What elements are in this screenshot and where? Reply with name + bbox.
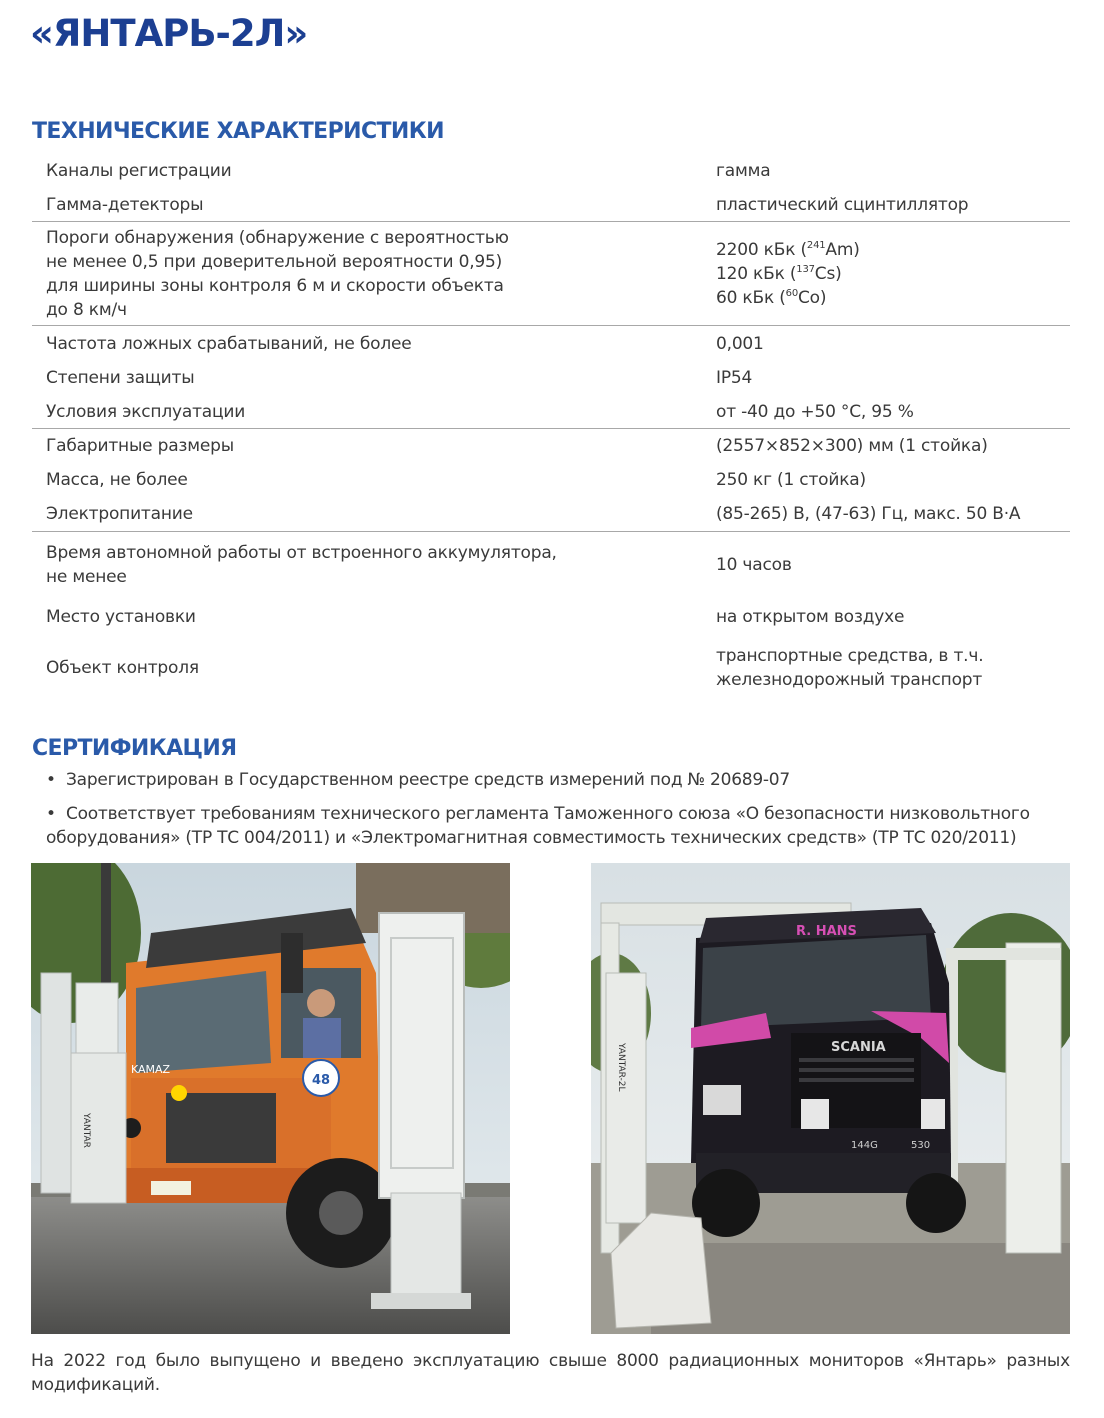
spec-value: от -40 до +50 °С, 95 % bbox=[716, 401, 914, 422]
spec-value-line: железнодорожный транспорт bbox=[716, 670, 983, 690]
spec-label-line: до 8 км/ч bbox=[46, 299, 127, 320]
certification-list bbox=[46, 768, 1076, 850]
spec-value: на открытом воздухе bbox=[716, 607, 905, 627]
spec-row-false-alarms bbox=[32, 326, 1070, 361]
spec-row-battery bbox=[32, 532, 1070, 597]
spec-label-line: Время автономной работы от встроенного аккумулятора, bbox=[46, 542, 557, 563]
post-label: YANTAR bbox=[81, 1113, 91, 1148]
badge-number: 48 bbox=[312, 1073, 331, 1088]
spec-row-detectors bbox=[32, 188, 1070, 222]
isotope-mass: 60 bbox=[785, 287, 798, 299]
spec-row-conditions bbox=[32, 395, 1070, 429]
spec-value: IP54 bbox=[716, 368, 753, 388]
certification-text: Соответствует требованиям технического регламента Таможенного союза «О безопасности низковольтного оборудования» (ТР ТС 004/2011) и «Электромагнитная совместимость технических средств» (ТР ТС 020/2011) bbox=[46, 804, 1030, 848]
spec-value bbox=[716, 238, 1070, 310]
orange-truck-illustration bbox=[31, 863, 510, 1334]
spec-label bbox=[32, 226, 716, 322]
scania-truck-illustration bbox=[591, 863, 1070, 1334]
spec-label: Частота ложных срабатываний, не более bbox=[46, 333, 412, 354]
spec-row-protection bbox=[32, 361, 1070, 395]
spec-value: 0,001 bbox=[716, 333, 764, 354]
spec-label: Каналы регистрации bbox=[46, 160, 232, 181]
spec-label-line: не менее 0,5 при доверительной вероятности 0,95) bbox=[46, 251, 503, 272]
threshold-co bbox=[716, 286, 1070, 310]
cab-plate: KAMAZ bbox=[131, 1063, 171, 1076]
spec-row-installation bbox=[32, 597, 1070, 637]
certification-text: Зарегистрирован в Государственном реестре средств измерений под № 20689-07 bbox=[66, 770, 790, 790]
model-label: 144G bbox=[851, 1140, 878, 1151]
photo-orange-truck bbox=[31, 863, 510, 1334]
certification-heading: СЕРТИФИКАЦИЯ bbox=[32, 736, 237, 761]
truck-number: 530 bbox=[911, 1140, 931, 1151]
spec-value: 250 кг (1 стойка) bbox=[716, 470, 866, 490]
certification-item bbox=[46, 768, 1076, 792]
spec-row-channels bbox=[32, 153, 1070, 188]
isotope-symbol: Cs) bbox=[814, 263, 842, 284]
spec-label: Степени защиты bbox=[46, 368, 195, 388]
visor-text: R. HANS bbox=[796, 924, 857, 939]
threshold-am bbox=[716, 238, 1070, 262]
threshold-amount: 120 кБк ( bbox=[716, 263, 797, 284]
spec-value: пластический сцинтиллятор bbox=[716, 194, 969, 215]
spec-label: Электропитание bbox=[46, 504, 193, 524]
spec-row-power bbox=[32, 497, 1070, 532]
spec-value: (85-265) В, (47-63) Гц, макс. 50 В·А bbox=[716, 504, 1021, 524]
isotope-symbol: Am) bbox=[825, 239, 860, 260]
threshold-amount: 60 кБк ( bbox=[716, 287, 786, 308]
spec-label: Условия эксплуатации bbox=[46, 401, 246, 422]
post-label: YANTAR-2L bbox=[616, 1043, 626, 1092]
isotope-symbol: Co) bbox=[798, 287, 827, 308]
spec-label: Масса, не более bbox=[46, 470, 188, 490]
spec-label-line: Пороги обнаружения (обнаружение с вероятностью bbox=[46, 227, 509, 248]
specs-heading: ТЕХНИЧЕСКИЕ ХАРАКТЕРИСТИКИ bbox=[32, 119, 444, 144]
spec-label: Место установки bbox=[46, 607, 196, 627]
spec-row-object bbox=[32, 637, 1070, 699]
spec-row-dimensions bbox=[32, 429, 1070, 463]
spec-value: (2557×852×300) мм (1 стойка) bbox=[716, 436, 988, 456]
spec-value: 10 часов bbox=[716, 554, 792, 575]
spec-label bbox=[32, 541, 716, 589]
spec-row-thresholds bbox=[32, 222, 1070, 326]
spec-label-line: не менее bbox=[46, 566, 127, 587]
spec-value: гамма bbox=[716, 160, 771, 181]
spec-value-line: транспортные средства, в т.ч. bbox=[716, 646, 984, 666]
bullet: • bbox=[46, 804, 56, 824]
spec-label: Габаритные размеры bbox=[46, 436, 234, 456]
spec-value bbox=[716, 644, 1070, 692]
specs-table bbox=[32, 153, 1070, 699]
threshold-cs bbox=[716, 262, 1070, 286]
page-title: «ЯНТАРЬ-2Л» bbox=[30, 12, 308, 55]
spec-label: Объект контроля bbox=[46, 658, 199, 678]
isotope-mass: 137 bbox=[796, 263, 815, 275]
brand-badge: SCANIA bbox=[831, 1040, 886, 1055]
h-plate-icon bbox=[171, 1085, 187, 1101]
footer-note: На 2022 год было выпущено и введено эксплуатацию свыше 8000 радиационных мониторов «Янтарь» разных модификаций. bbox=[31, 1351, 1070, 1395]
spec-row-mass bbox=[32, 463, 1070, 497]
threshold-amount: 2200 кБк ( bbox=[716, 239, 807, 260]
photo-scania-truck bbox=[591, 863, 1070, 1334]
bullet: • bbox=[46, 770, 56, 790]
isotope-mass: 241 bbox=[806, 239, 826, 251]
monitor-post-right bbox=[1006, 943, 1061, 1253]
spec-label: Гамма-детекторы bbox=[46, 194, 204, 215]
spec-label-line: для ширины зоны контроля 6 м и скорости объекта bbox=[46, 275, 504, 296]
certification-item bbox=[46, 802, 1076, 850]
